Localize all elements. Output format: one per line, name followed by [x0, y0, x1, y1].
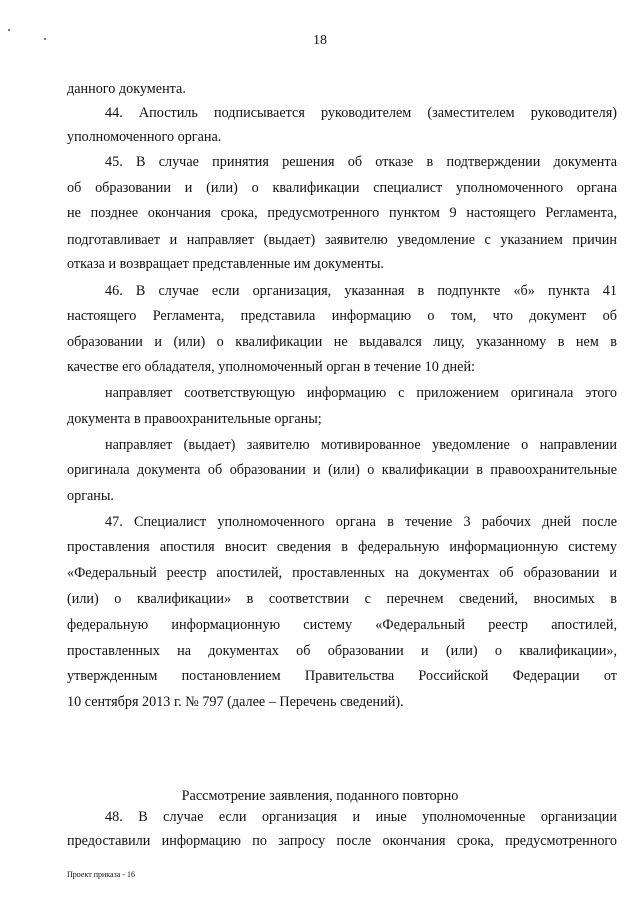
text-line: утвержденным постановлением Правительства Российской Федерации от: [67, 668, 617, 684]
text-line: не позднее окончания срока, предусмотренного пунктом 9 настоящего Регламента,: [67, 205, 617, 221]
text-line: федеральную информационную систему «Федеральный реестр апостилей,: [67, 617, 617, 633]
text-line: настоящего Регламента, представила информацию о том, что документ об: [67, 308, 617, 324]
text-line: предоставили информацию по запросу после окончания срока, предусмотренного: [67, 833, 617, 849]
text-line: подготавливает и направляет (выдает) заявителю уведомление с указанием причин: [67, 232, 617, 248]
scan-speck: [8, 29, 10, 31]
text-line: проставленных на документах об образовании и (или) о квалификации»,: [67, 643, 617, 659]
text-line: качестве его обладателя, уполномоченный орган в течение 10 дней:: [67, 359, 475, 375]
text-line: 44. Апостиль подписывается руководителем (заместителем руководителя): [105, 105, 617, 121]
text-line: 47. Специалист уполномоченного органа в течение 3 рабочих дней после: [105, 514, 617, 530]
text-line: направляет соответствующую информацию с приложением оригинала этого: [105, 385, 617, 401]
text-line: «Федеральный реестр апостилей, проставленных на документах об образовании и: [67, 565, 617, 581]
text-line: (или) о квалификации» в соответствии с перечнем сведений, вносимых в: [67, 591, 617, 607]
text-line: документа в правоохранительные органы;: [67, 411, 322, 427]
text-line: оригинала документа об образовании и (или) о квалификации в правоохранительные: [67, 462, 617, 478]
text-line: 10 сентября 2013 г. № 797 (далее – Перечень сведений).: [67, 694, 404, 710]
text-line: образовании и (или) о квалификации не выдавался лицу, указанному в нем в: [67, 334, 617, 350]
text-line: 46. В случае если организация, указанная в подпункте «б» пункта 41: [105, 283, 617, 299]
text-line: об образовании и (или) о квалификации специалист уполномоченного органа: [67, 180, 617, 196]
footer-label: Проект приказа - 16: [67, 870, 135, 879]
text-line: 45. В случае принятия решения об отказе в подтверждении документа: [105, 154, 617, 170]
section-heading: Рассмотрение заявления, поданного повторно: [181, 788, 459, 804]
text-line: проставления апостиля вносит сведения в федеральную информационную систему: [67, 539, 617, 555]
text-line: отказа и возвращает представленные им документы.: [67, 256, 384, 272]
text-line: данного документа.: [67, 81, 186, 97]
text-line: 48. В случае если организация и иные уполномоченные организации: [105, 809, 617, 825]
text-line: органы.: [67, 488, 114, 504]
text-line: направляет (выдает) заявителю мотивированное уведомление о направлении: [105, 437, 617, 453]
scan-speck: [44, 38, 46, 40]
page-number: 18: [313, 33, 327, 48]
text-line: уполномоченного органа.: [67, 129, 222, 145]
